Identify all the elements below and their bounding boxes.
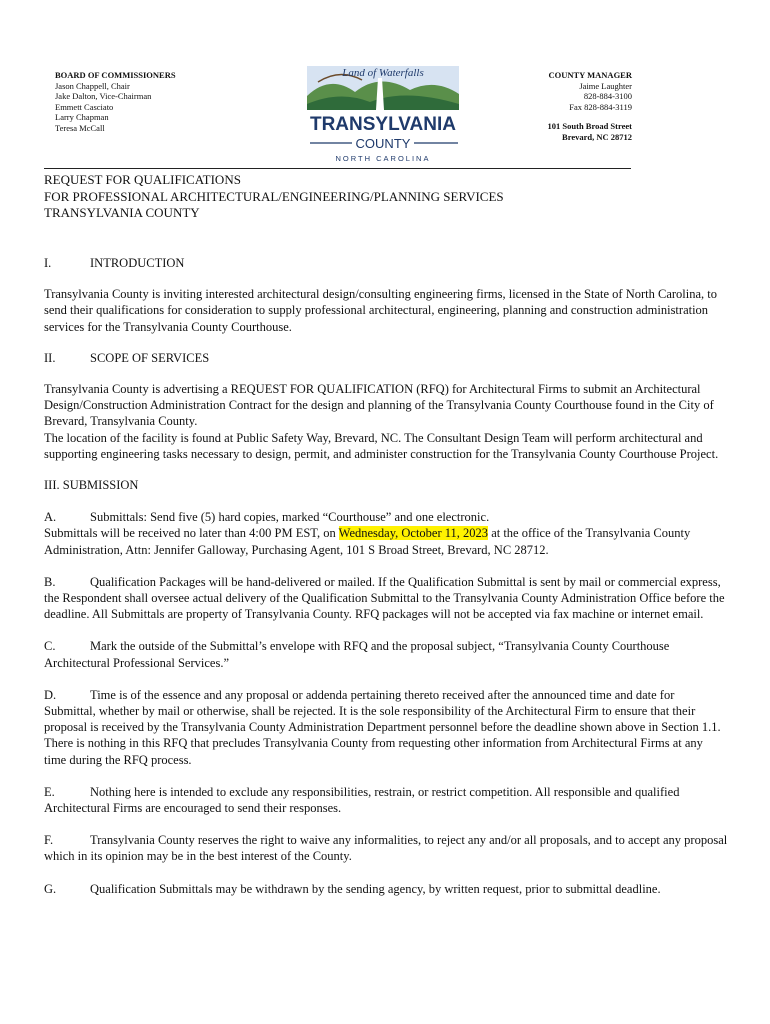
- manager-phone: 828-884-3100: [583, 91, 632, 101]
- manager-address-city: Brevard, NC 28712: [562, 131, 632, 142]
- board-member: Teresa McCall: [55, 122, 105, 133]
- item-text: Qualification Submittals may be withdrawn by the sending agency, by written request, prior to submittal deadline.: [90, 881, 661, 896]
- document-body: [44, 255, 728, 897]
- board-of-commissioners: [55, 70, 176, 133]
- item-text: Time is of the essence and any proposal or addenda pertaining thereto received after the announced time and date for Submittal, whether by mail or otherwise, shall be rejected. It is the sole responsibility of the Architectural Firm to ensure that their proposal is received by the Transylvania County Administration Department personnel before the deadline shown above in Section 1.1. There is nothing in this RFQ that precludes Transylvania County from requesting other information from Architectural Firms at any time during the RFQ process.: [44, 687, 721, 767]
- section-number: II.: [44, 350, 56, 365]
- item-label: D.: [44, 687, 57, 702]
- logo-name: TRANSYLVANIA: [309, 114, 457, 135]
- item-text: Submittals will be received no later than 4:00 PM EST, on: [44, 526, 339, 541]
- section-title: SCOPE OF SERVICES: [90, 350, 210, 365]
- item-text: Submittals: Send five (5) hard copies, marked “Courthouse” and one electronic.: [90, 510, 490, 525]
- manager-name: Jaime Laughter: [579, 80, 632, 91]
- logo-state: NORTH CAROLINA: [335, 154, 431, 163]
- submission-item-d: [44, 687, 728, 768]
- item-label: A.: [44, 510, 57, 525]
- title-line: FOR PROFESSIONAL ARCHITECTURAL/ENGINEERING/PLANNING SERVICES: [44, 188, 504, 204]
- section-heading-scope: [44, 350, 728, 366]
- board-member: Emmett Casciato: [55, 101, 114, 112]
- submission-item-c: [44, 638, 728, 670]
- item-label: E.: [44, 784, 55, 799]
- board-heading: BOARD OF COMMISSIONERS: [55, 70, 176, 80]
- item-text: Transylvania County reserves the right to waive any informalities, to reject any and/or all proposals, and to accept any proposal which in its opinion may be in the best interest of the County.: [44, 833, 728, 864]
- section-number: I.: [44, 256, 52, 270]
- highlighted-deadline: Wednesday, October 11, 2023: [338, 526, 489, 541]
- item-text: Qualification Packages will be hand-delivered or mailed. If the Qualification Submittal is sent by mail or commercial express, the Respondent shall oversee actual delivery of the Qualification Submittal to the Transylvania County Administration Office before the deadline. All Submittals are property of Transylvania County. RFQ packages will not be accepted via fax machine or internet email.: [44, 574, 725, 622]
- scope-paragraph: Transylvania County is advertising a REQUEST FOR QUALIFICATION (RFQ) for Architectural Firms to submit an Architectural Design/Construction Administration Contract for the design and planning of the Transylvania County Courthouse found in the City of Brevard, Transylvania County.: [44, 382, 714, 429]
- logo-county: COUNTY: [355, 136, 411, 151]
- board-member: Jason Chappell, Chair: [55, 80, 130, 91]
- item-label: G.: [44, 881, 57, 896]
- manager-fax: Fax 828-884-3119: [569, 101, 632, 112]
- manager-heading: COUNTY MANAGER: [548, 70, 632, 80]
- logo-tagline: Land of Waterfalls: [342, 67, 424, 79]
- title-line: TRANSYLVANIA COUNTY: [44, 205, 200, 220]
- item-label: C.: [44, 639, 56, 654]
- manager-address-street: 101 South Broad Street: [547, 121, 632, 131]
- submission-item-f: [44, 832, 728, 864]
- county-logo: [300, 64, 470, 164]
- submission-item-e: [44, 784, 728, 816]
- section-title: INTRODUCTION: [90, 256, 185, 270]
- item-text: at the office of the Transylvania County Administration, Attn: Jennifer Galloway, Purchasing Agent, 101 S Broad Street, Brevard, NC 28712.: [44, 526, 691, 557]
- waterfall-landscape-icon: [300, 64, 470, 164]
- item-label: B.: [44, 574, 56, 589]
- item-text: Mark the outside of the Submittal’s envelope with RFQ and the proposal subject, “Transylvania County Courthouse Architectural Professional Services.”: [44, 639, 670, 670]
- item-label: F.: [44, 833, 54, 848]
- board-member: Larry Chapman: [55, 112, 109, 122]
- header-divider: [44, 168, 631, 169]
- item-text: Nothing here is intended to exclude any responsibilities, restrain, or restrict competition. All responsible and qualified Architectural Firms are encouraged to send their responses.: [44, 784, 680, 816]
- submission-item-a: [44, 509, 728, 558]
- document-title: [44, 172, 504, 222]
- title-line: REQUEST FOR QUALIFICATIONS: [44, 172, 241, 187]
- section-heading-submission: III. SUBMISSION: [44, 478, 139, 493]
- board-member: Jake Dalton, Vice-Chairman: [55, 91, 152, 101]
- submission-item-g: [44, 881, 728, 897]
- submission-item-b: [44, 574, 728, 623]
- scope-paragraph: The location of the facility is found at Public Safety Way, Brevard, NC. The Consultant Design Team will perform architectural and supporting engineering tasks necessary to design, permit, and administer construction for the Transylvania County Courthouse Project.: [44, 430, 719, 461]
- introduction-paragraph: Transylvania County is inviting interested architectural design/consulting engineering firms, licensed in the State of North Carolina, to send their qualifications for consideration to supply professional architectural, engineering, planning and construction administration services for the Transylvania County Courthouse.: [44, 287, 718, 334]
- section-heading-introduction: [44, 255, 728, 271]
- county-manager: [548, 70, 632, 142]
